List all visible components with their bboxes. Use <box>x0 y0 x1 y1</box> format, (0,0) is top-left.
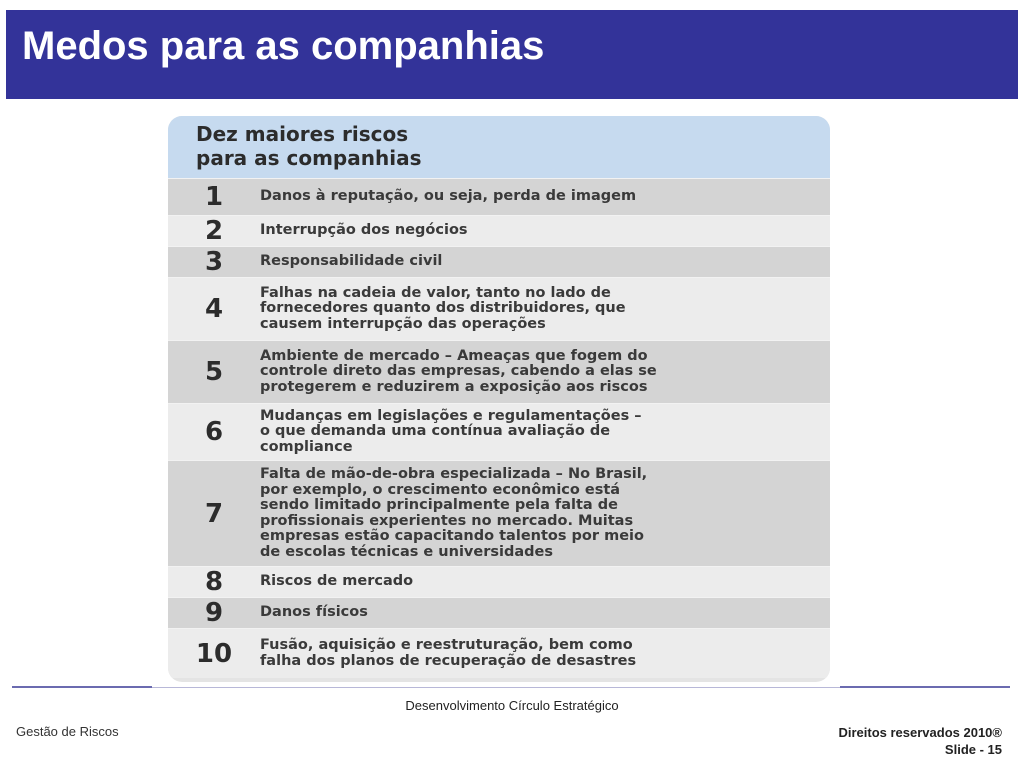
risk-row-5 <box>168 340 830 403</box>
risk-text: Ambiente de mercado – Ameaças que fogem do controle direto das empresas, cabendo a elas se protegerem e reduzirem a exposição aos riscos <box>260 347 657 395</box>
risk-text: Fusão, aquisição e reestruturação, bem como falha dos planos de recuperação de desastres <box>260 637 637 669</box>
slide-title: Medos para as companhias <box>22 24 545 68</box>
risk-number: 10 <box>195 638 233 669</box>
risk-number: 8 <box>204 567 224 597</box>
risk-row-1 <box>168 178 830 215</box>
footer-divider-middle <box>152 687 840 688</box>
risk-number: 1 <box>204 182 224 212</box>
risk-text: Danos físicos <box>260 604 368 621</box>
risk-text: Falta de mão-de-obra especializada – No Brasil, por exemplo, o crescimento econômico está sendo limitado principalmente pela falta de profissionais experientes no mercado. Muitas empresas estão capacitando talentos por meio de escolas técnicas e universidades <box>260 466 648 560</box>
footer-divider-right <box>840 686 1010 688</box>
risk-row-7 <box>168 460 830 566</box>
risk-text: Falhas na cadeia de valor, tanto no lado de fornecedores quanto dos distribuidores, que causem interrupção das operações <box>260 284 626 332</box>
footer-left-text: Gestão de Riscos <box>16 724 119 739</box>
risk-text: Danos à reputação, ou seja, perda de imagem <box>260 188 637 205</box>
footer-right-block <box>838 724 1002 758</box>
risk-number: 5 <box>204 357 224 387</box>
footer-center-text: Desenvolvimento Círculo Estratégico <box>405 698 619 713</box>
risk-row-9 <box>168 597 830 628</box>
risk-text: Responsabilidade civil <box>260 253 443 270</box>
risk-row-4 <box>168 277 830 340</box>
risk-number: 3 <box>204 247 224 277</box>
risk-number: 9 <box>204 598 224 628</box>
risk-number: 2 <box>204 216 224 246</box>
card-header <box>168 116 830 178</box>
risk-text: Mudanças em legislações e regulamentações – o que demanda uma contínua avaliação de compliance <box>260 407 642 455</box>
risk-text: Interrupção dos negócios <box>260 222 468 239</box>
card-header-line-1: Dez maiores riscos <box>196 122 409 146</box>
risk-text: Riscos de mercado <box>260 573 414 590</box>
risk-row-3 <box>168 246 830 277</box>
risk-row-10 <box>168 628 830 678</box>
risk-number: 7 <box>204 498 224 529</box>
risk-number: 4 <box>204 294 224 324</box>
risk-number: 6 <box>204 417 224 447</box>
risks-card <box>168 116 830 682</box>
card-header-line-2: para as companhias <box>196 146 422 170</box>
risk-row-8 <box>168 566 830 597</box>
risk-row-2 <box>168 215 830 246</box>
risk-row-6 <box>168 403 830 460</box>
title-bar <box>6 10 1018 99</box>
footer-divider-left <box>12 686 152 688</box>
slide-number: Slide - 15 <box>944 742 1002 757</box>
copyright-text: Direitos reservados 2010® <box>838 725 1002 740</box>
